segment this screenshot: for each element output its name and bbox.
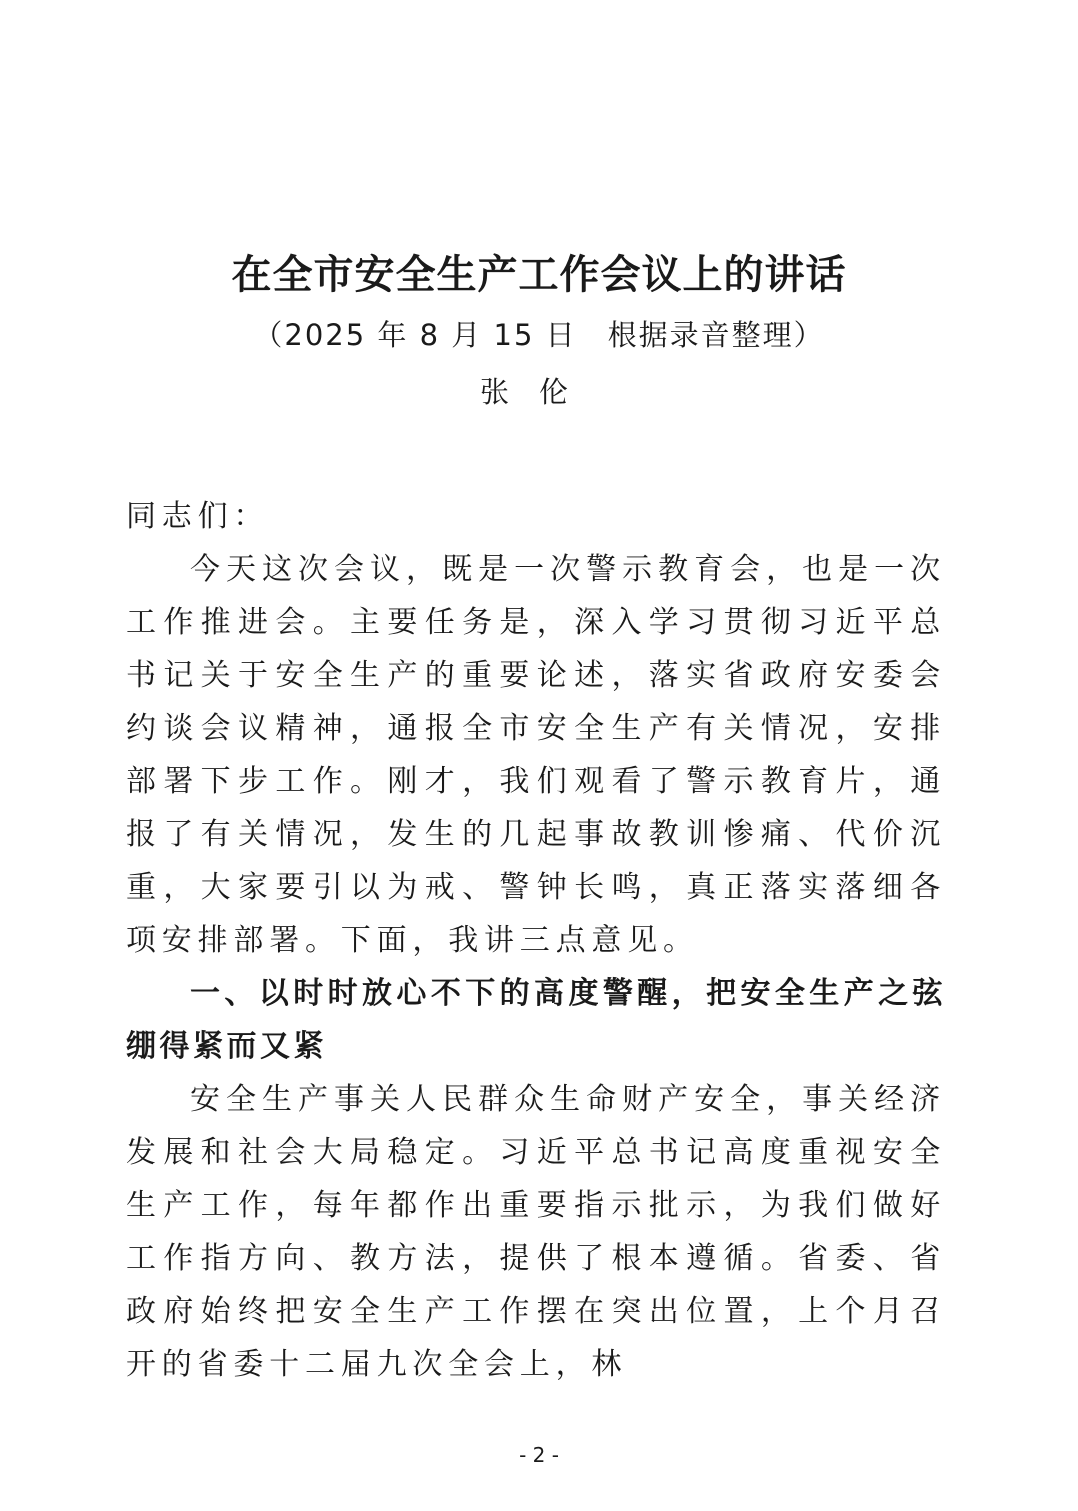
- document-title: 在全市安全生产工作会议上的讲话: [231, 251, 847, 298]
- paragraph-intro: 今天这次会议，既是一次警示教育会，也是一次工作推进会。主要任务是，深入学习贯彻习近平总书记关于安全生产的重要论述，落实省政府安委会约谈会议精神，通报全市安全生产有关情况，安排部署下步工作。刚才，我们观看了警示教育片，通报了有关情况，发生的几起事故教训惨痛、代价沉重，大家要引以为戒、警钟长鸣，真正落实落细各项安排部署。下面，我讲三点意见。: [126, 552, 946, 958]
- paragraph-section-1: 安全生产事关人民群众生命财产安全，事关经济发展和社会大局稳定。习近平总书记高度重视安全生产工作，每年都作出重要指示批示，为我们做好工作指方向、教方法，提供了根本遵循。省委、省政府始终把安全生产工作摆在突出位置，上个月召开的省委十二届九次全会上，林: [126, 1082, 946, 1382]
- document-author: 张伦: [479, 375, 598, 409]
- document-subtitle: （2025 年 8 月 15 日 根据录音整理）: [253, 318, 825, 352]
- section-heading-1: 一、以时时放心不下的高度警醒，把安全生产之弦绷得紧而又紧: [126, 976, 946, 1064]
- page-number: - 2 -: [519, 1443, 559, 1467]
- greeting: 同志们：: [126, 499, 270, 534]
- document-body: [126, 490, 946, 1391]
